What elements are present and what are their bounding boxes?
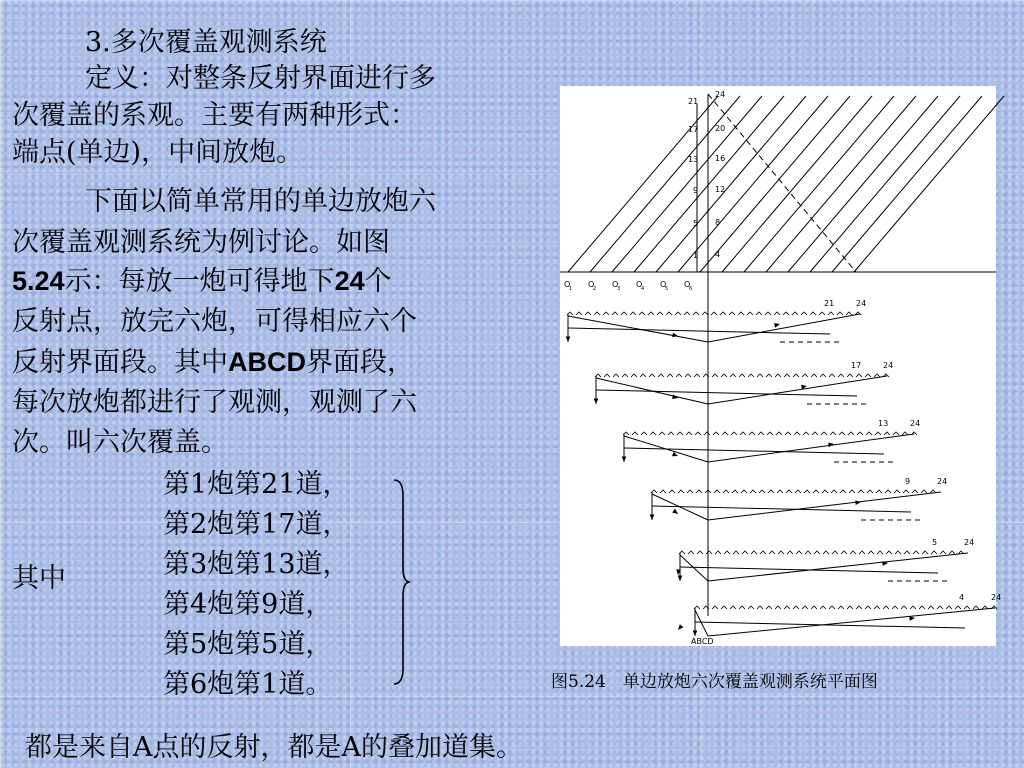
receiver-mark bbox=[712, 374, 718, 377]
para2-line2: 次覆盖观测系统为例讨论。如图 bbox=[12, 227, 390, 258]
arrow-head bbox=[594, 398, 599, 404]
axis-label-right: 12 bbox=[715, 185, 726, 194]
ray-up bbox=[708, 553, 968, 581]
row-end-label: 24 bbox=[937, 477, 948, 486]
receiver-mark bbox=[922, 551, 928, 554]
receiver-mark bbox=[829, 606, 835, 609]
coverage-diagonal bbox=[700, 96, 850, 272]
receiver-mark bbox=[831, 490, 837, 493]
receiver-mark bbox=[810, 312, 816, 315]
receiver-mark bbox=[964, 606, 970, 609]
receiver-mark bbox=[901, 606, 907, 609]
axis-label-right: 20 bbox=[715, 124, 726, 133]
receiver-mark bbox=[839, 432, 845, 435]
receiver-mark bbox=[795, 490, 801, 493]
receiver-mark bbox=[715, 551, 721, 554]
receiver-mark bbox=[804, 490, 810, 493]
receiver-mark bbox=[876, 490, 882, 493]
receiver-mark bbox=[766, 374, 772, 377]
receiver-mark bbox=[838, 374, 844, 377]
row-end-label: 24 bbox=[856, 299, 867, 308]
arrow-head bbox=[672, 509, 678, 514]
qizhong-label: 其中 bbox=[12, 563, 66, 594]
right-brace bbox=[390, 476, 412, 688]
row-end-label: 24 bbox=[991, 593, 1002, 602]
row-start-label: 5 bbox=[932, 538, 938, 547]
receiver-mark bbox=[742, 551, 748, 554]
receiver-mark bbox=[758, 432, 764, 435]
ray-mid bbox=[568, 328, 830, 334]
receiver-mark bbox=[649, 374, 655, 377]
receiver-mark bbox=[603, 312, 609, 315]
ray-up bbox=[708, 376, 887, 404]
receiver-mark bbox=[585, 312, 591, 315]
receiver-mark bbox=[778, 551, 784, 554]
receiver-mark bbox=[684, 312, 690, 315]
receiver-mark bbox=[955, 606, 961, 609]
arrow-head bbox=[774, 323, 780, 328]
ray-mid bbox=[680, 567, 938, 573]
row-end-label: 24 bbox=[883, 361, 894, 370]
receiver-mark bbox=[787, 551, 793, 554]
para2-line7: 次。叫六次覆盖。 bbox=[12, 427, 228, 458]
para1-line1: 定义：对整条反射界面进行多 bbox=[85, 63, 436, 94]
receiver-mark bbox=[739, 374, 745, 377]
receiver-mark bbox=[768, 490, 774, 493]
receiver-mark bbox=[750, 490, 756, 493]
receiver-mark bbox=[722, 432, 728, 435]
receiver-mark bbox=[711, 312, 717, 315]
source-label: O bbox=[660, 280, 667, 289]
receiver-mark bbox=[820, 374, 826, 377]
receiver-mark bbox=[706, 551, 712, 554]
receiver-mark bbox=[713, 432, 719, 435]
receiver-mark bbox=[720, 312, 726, 315]
receiver-mark bbox=[702, 312, 708, 315]
axis-label-left: 13 bbox=[688, 155, 699, 164]
receiver-mark bbox=[675, 312, 681, 315]
axis-label-left: 17 bbox=[688, 125, 699, 134]
receiver-mark bbox=[765, 312, 771, 315]
receiver-mark bbox=[811, 606, 817, 609]
receiver-mark bbox=[738, 312, 744, 315]
receiver-mark bbox=[828, 312, 834, 315]
receiver-mark bbox=[667, 374, 673, 377]
receiver-mark bbox=[840, 490, 846, 493]
receiver-mark bbox=[830, 432, 836, 435]
receiver-mark bbox=[841, 551, 847, 554]
arrow-head bbox=[693, 630, 698, 636]
receiver-mark bbox=[748, 606, 754, 609]
source-label: O bbox=[684, 280, 691, 289]
receiver-mark bbox=[883, 606, 889, 609]
para2-line1: 下面以简单常用的单边放炮六 bbox=[85, 186, 436, 217]
receiver-mark bbox=[757, 374, 763, 377]
receiver-mark bbox=[912, 490, 918, 493]
row-start-label: 21 bbox=[824, 299, 835, 308]
receiver-mark bbox=[846, 312, 852, 315]
receiver-mark bbox=[693, 312, 699, 315]
receiver-mark bbox=[657, 312, 663, 315]
receiver-mark bbox=[814, 551, 820, 554]
receiver-mark bbox=[856, 374, 862, 377]
receiver-mark bbox=[812, 432, 818, 435]
receiver-mark bbox=[856, 606, 862, 609]
receiver-mark bbox=[802, 606, 808, 609]
receiver-mark bbox=[777, 490, 783, 493]
receiver-mark bbox=[776, 432, 782, 435]
receiver-mark bbox=[757, 606, 763, 609]
row-start-label: 17 bbox=[851, 361, 862, 370]
source-label: O bbox=[612, 280, 619, 289]
point-count: 24 bbox=[334, 266, 365, 296]
receiver-mark bbox=[886, 551, 892, 554]
receiver-mark bbox=[685, 374, 691, 377]
receiver-mark bbox=[604, 374, 610, 377]
row-start-label: 4 bbox=[959, 593, 965, 602]
receiver-mark bbox=[803, 432, 809, 435]
coverage-diagonal bbox=[810, 96, 960, 272]
receiver-mark bbox=[848, 432, 854, 435]
receiver-mark bbox=[893, 432, 899, 435]
arrow-head bbox=[678, 624, 683, 630]
receiver-mark bbox=[784, 374, 790, 377]
receiver-mark bbox=[786, 490, 792, 493]
coverage-diagonal bbox=[766, 96, 916, 272]
receiver-mark bbox=[813, 490, 819, 493]
receiver-mark bbox=[785, 432, 791, 435]
section-heading: 3.多次覆盖观测系统 bbox=[85, 27, 327, 58]
receiver-mark bbox=[576, 312, 582, 315]
receiver-mark bbox=[775, 606, 781, 609]
receiver-mark bbox=[868, 551, 874, 554]
para2-line6: 每次放炮都进行了观测，观测了六 bbox=[12, 387, 417, 418]
arrow-head bbox=[909, 616, 915, 621]
ray-up bbox=[708, 434, 914, 462]
receiver-mark bbox=[732, 490, 738, 493]
receiver-mark bbox=[847, 606, 853, 609]
receiver-mark bbox=[704, 432, 710, 435]
source-label-index: 3 bbox=[617, 286, 621, 292]
shot-line-4: 第4炮第9道， bbox=[163, 589, 333, 620]
shot-line-5: 第5炮第5道， bbox=[163, 629, 333, 660]
receiver-mark bbox=[904, 551, 910, 554]
coverage-diagonal bbox=[832, 96, 982, 272]
receiver-mark bbox=[775, 374, 781, 377]
para2-line4: 反射点，放完六炮，可得相应六个 bbox=[12, 306, 417, 337]
receiver-mark bbox=[784, 606, 790, 609]
row-end-label: 24 bbox=[910, 419, 921, 428]
receiver-mark bbox=[931, 551, 937, 554]
receiver-mark bbox=[739, 606, 745, 609]
receiver-mark bbox=[724, 551, 730, 554]
shot-line-1: 第1炮第21道， bbox=[163, 469, 350, 500]
receiver-mark bbox=[865, 606, 871, 609]
figure-ref: 5.24 bbox=[12, 266, 65, 296]
coverage-diagonal bbox=[854, 96, 1004, 272]
receiver-mark bbox=[821, 432, 827, 435]
receiver-mark bbox=[650, 432, 656, 435]
receiver-mark bbox=[940, 551, 946, 554]
arrow-head bbox=[855, 500, 861, 505]
receiver-mark bbox=[686, 432, 692, 435]
receiver-mark bbox=[721, 606, 727, 609]
receiver-mark bbox=[895, 551, 901, 554]
receiver-mark bbox=[859, 551, 865, 554]
receiver-mark bbox=[910, 606, 916, 609]
receiver-mark bbox=[759, 490, 765, 493]
ray-mid bbox=[596, 390, 857, 396]
receiver-mark bbox=[751, 551, 757, 554]
receiver-mark bbox=[832, 551, 838, 554]
arrow-head bbox=[678, 575, 683, 581]
coverage-diagonal bbox=[656, 96, 806, 272]
receiver-mark bbox=[632, 432, 638, 435]
receiver-mark bbox=[866, 432, 872, 435]
receiver-mark bbox=[877, 551, 883, 554]
receiver-mark bbox=[714, 490, 720, 493]
receiver-mark bbox=[865, 374, 871, 377]
receiver-mark bbox=[792, 312, 798, 315]
receiver-mark bbox=[723, 490, 729, 493]
receiver-mark bbox=[796, 551, 802, 554]
receiver-mark bbox=[793, 374, 799, 377]
receiver-mark bbox=[631, 374, 637, 377]
receiver-mark bbox=[730, 606, 736, 609]
para2-line3-end: 个 bbox=[364, 266, 392, 297]
receiver-mark bbox=[659, 432, 665, 435]
receiver-mark bbox=[721, 374, 727, 377]
receiver-mark bbox=[829, 374, 835, 377]
axis-label-right: 24 bbox=[715, 90, 726, 99]
receiver-mark bbox=[837, 312, 843, 315]
receiver-mark bbox=[747, 312, 753, 315]
figure-caption: 图5.24 单边放炮六次覆盖观测系统平面图 bbox=[551, 672, 878, 692]
shot-line-2: 第2炮第17道， bbox=[163, 509, 350, 540]
axis-label-right: 8 bbox=[715, 218, 721, 227]
receiver-mark bbox=[660, 490, 666, 493]
source-label-index: 1 bbox=[569, 286, 573, 292]
arrow-head bbox=[622, 456, 627, 462]
row-start-label: 13 bbox=[878, 419, 889, 428]
source-label-index: 6 bbox=[689, 286, 693, 292]
receiver-mark bbox=[668, 432, 674, 435]
receiver-mark bbox=[658, 374, 664, 377]
para1-line3: 端点(单边)，中间放炮。 bbox=[12, 137, 304, 168]
receiver-mark bbox=[875, 432, 881, 435]
receiver-mark bbox=[884, 432, 890, 435]
receiver-mark bbox=[648, 312, 654, 315]
receiver-mark bbox=[937, 606, 943, 609]
receiver-mark bbox=[678, 490, 684, 493]
coverage-diagonal bbox=[678, 96, 828, 272]
receiver-mark bbox=[666, 312, 672, 315]
receiver-mark bbox=[669, 490, 675, 493]
row-start-label: 9 bbox=[905, 477, 911, 486]
receiver-mark bbox=[630, 312, 636, 315]
receiver-mark bbox=[928, 606, 934, 609]
source-label-index: 2 bbox=[593, 286, 597, 292]
receiver-mark bbox=[805, 551, 811, 554]
coverage-diagonal bbox=[788, 96, 938, 272]
receiver-mark bbox=[766, 606, 772, 609]
receiver-mark bbox=[885, 490, 891, 493]
axis-label-left: 9 bbox=[693, 186, 699, 195]
abcd-label: ABCD bbox=[228, 347, 306, 377]
receiver-mark bbox=[819, 312, 825, 315]
receiver-mark bbox=[621, 312, 627, 315]
receiver-mark bbox=[622, 374, 628, 377]
receiver-mark bbox=[687, 490, 693, 493]
receiver-mark bbox=[612, 312, 618, 315]
source-label: O bbox=[564, 280, 571, 289]
axis-label-left: 5 bbox=[693, 219, 699, 228]
coverage-diagonal bbox=[634, 96, 784, 272]
arrow-head bbox=[566, 336, 571, 342]
para2-line3 bbox=[12, 264, 392, 299]
row-end-label: 24 bbox=[964, 538, 975, 547]
receiver-mark bbox=[613, 374, 619, 377]
receiver-mark bbox=[849, 490, 855, 493]
ray-down bbox=[695, 610, 708, 636]
receiver-mark bbox=[823, 551, 829, 554]
receiver-mark bbox=[973, 606, 979, 609]
coverage-diagonal bbox=[590, 96, 740, 272]
receiver-mark bbox=[894, 490, 900, 493]
receiver-mark bbox=[847, 374, 853, 377]
receiver-mark bbox=[867, 490, 873, 493]
receiver-mark bbox=[802, 374, 808, 377]
receiver-mark bbox=[748, 374, 754, 377]
para2-line5-pre: 反射界面段。其中 bbox=[12, 347, 228, 378]
coverage-diagonal bbox=[744, 96, 894, 272]
receiver-mark bbox=[793, 606, 799, 609]
receiver-mark bbox=[949, 551, 955, 554]
axis-label-right: 16 bbox=[715, 154, 726, 163]
receiver-mark bbox=[594, 312, 600, 315]
receiver-mark bbox=[769, 551, 775, 554]
receiver-mark bbox=[820, 606, 826, 609]
receiver-mark bbox=[794, 432, 800, 435]
receiver-mark bbox=[822, 490, 828, 493]
receiver-mark bbox=[783, 312, 789, 315]
receiver-mark bbox=[858, 490, 864, 493]
receiver-mark bbox=[740, 432, 746, 435]
axis-label-right: 4 bbox=[715, 250, 721, 259]
ray-up bbox=[708, 314, 860, 342]
receiver-mark bbox=[811, 374, 817, 377]
arrow-head bbox=[650, 514, 655, 520]
receiver-mark bbox=[677, 432, 683, 435]
receiver-mark bbox=[639, 312, 645, 315]
receiver-mark bbox=[688, 551, 694, 554]
para2-line5-post: 界面段， bbox=[306, 347, 414, 378]
coverage-diagonal bbox=[612, 96, 762, 272]
receiver-mark bbox=[712, 606, 718, 609]
source-label-index: 4 bbox=[641, 286, 645, 292]
ray-down bbox=[568, 316, 708, 342]
receiver-mark bbox=[731, 432, 737, 435]
para2-line3-mid: 示：每放一炮可得地下 bbox=[64, 266, 335, 297]
para2-line5 bbox=[12, 345, 414, 380]
receiver-mark bbox=[697, 551, 703, 554]
receiver-mark bbox=[696, 490, 702, 493]
axis-label-left: 1 bbox=[693, 251, 699, 260]
receiver-mark bbox=[919, 606, 925, 609]
receiver-mark bbox=[767, 432, 773, 435]
conclusion-text: 都是来自A点的反射，都是A的叠加道集。 bbox=[25, 732, 523, 763]
source-label: O bbox=[636, 280, 643, 289]
receiver-mark bbox=[756, 312, 762, 315]
receiver-mark bbox=[730, 374, 736, 377]
coverage-diagonal bbox=[722, 96, 872, 272]
receiver-mark bbox=[749, 432, 755, 435]
receiver-mark bbox=[774, 312, 780, 315]
receiver-mark bbox=[694, 374, 700, 377]
receiver-mark bbox=[921, 490, 927, 493]
observation-system-diagram bbox=[560, 86, 1002, 646]
receiver-mark bbox=[874, 606, 880, 609]
receiver-mark bbox=[733, 551, 739, 554]
receiver-mark bbox=[850, 551, 856, 554]
source-label-index: 5 bbox=[665, 286, 669, 292]
dashed-diagonal bbox=[708, 94, 856, 272]
source-label: O bbox=[588, 280, 595, 289]
receiver-mark bbox=[741, 490, 747, 493]
receiver-mark bbox=[801, 312, 807, 315]
receiver-mark bbox=[892, 606, 898, 609]
receiver-mark bbox=[913, 551, 919, 554]
receiver-mark bbox=[641, 432, 647, 435]
receiver-mark bbox=[729, 312, 735, 315]
receiver-mark bbox=[760, 551, 766, 554]
para1-line2: 次覆盖的系观。主要有两种形式： bbox=[12, 100, 417, 131]
shot-line-6: 第6炮第1道。 bbox=[163, 669, 333, 700]
shot-line-3: 第3炮第13道， bbox=[163, 549, 350, 580]
point-label-abcd: ABCD bbox=[691, 637, 714, 646]
receiver-mark bbox=[838, 606, 844, 609]
ray-mid bbox=[624, 448, 884, 454]
ray-mid bbox=[695, 622, 965, 628]
axis-label-left: 21 bbox=[688, 97, 699, 106]
receiver-mark bbox=[640, 374, 646, 377]
receiver-mark bbox=[857, 432, 863, 435]
ray-up bbox=[708, 492, 941, 520]
receiver-mark bbox=[695, 432, 701, 435]
ray-up bbox=[708, 608, 995, 636]
receiver-mark bbox=[946, 606, 952, 609]
receiver-mark bbox=[676, 374, 682, 377]
receiver-mark bbox=[874, 374, 880, 377]
receiver-mark bbox=[903, 490, 909, 493]
